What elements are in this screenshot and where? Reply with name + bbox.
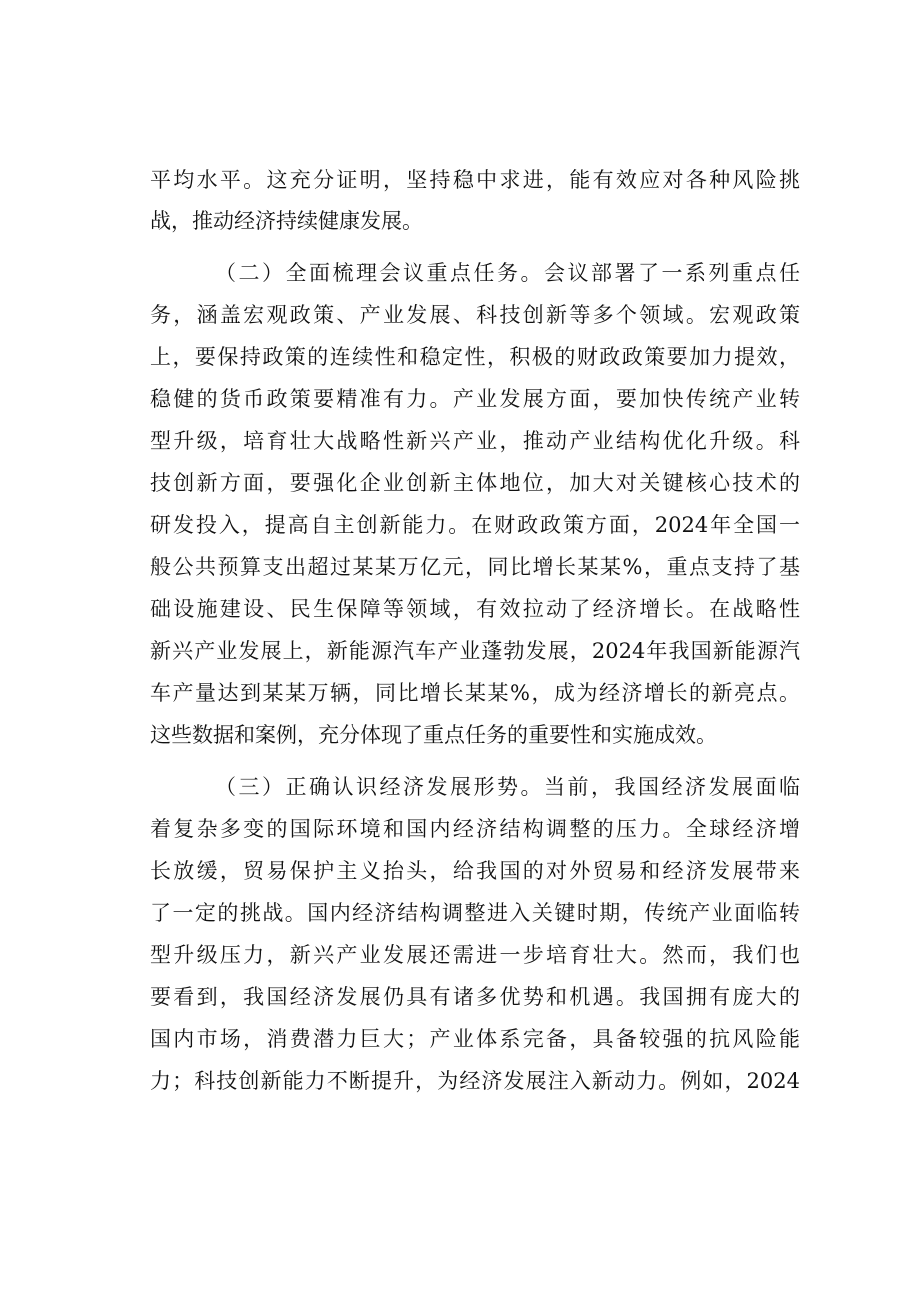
text-line: 国内市场，消费潜力巨大；产业体系完备，具备较强的抗风险能 (150, 1027, 800, 1051)
text-line: 务，涵盖宏观政策、产业发展、科技创新等多个领域。宏观政策 (150, 303, 800, 327)
text-line: 般公共预算支出超过某某万亿元，同比增长某某%，重点支持了基 (150, 555, 800, 579)
text-line: 力；科技创新能力不断提升，为经济发展注入新动力。例如，2024 (150, 1069, 800, 1093)
text-line: 着复杂多变的国际环境和国内经济结构调整的压力。全球经济增 (150, 817, 800, 841)
text-line: 上，要保持政策的连续性和稳定性，积极的财政政策要加力提效， (150, 345, 800, 369)
text-line: 了一定的挑战。国内经济结构调整进入关键时期，传统产业面临转 (150, 901, 800, 925)
text-line: 型升级压力，新兴产业发展还需进一步培育壮大。然而，我们也 (150, 943, 800, 967)
text-line: 稳健的货币政策要精准有力。产业发展方面，要加快传统产业转 (150, 387, 800, 411)
text-line: 平均水平。这充分证明，坚持稳中求进，能有效应对各种风险挑 (150, 168, 800, 192)
paragraph-heading-line: （二）全面梳理会议重点任务。会议部署了一系列重点任 (215, 261, 800, 285)
paragraph-heading-line: （三）正确认识经济发展形势。当前，我国经济发展面临 (215, 775, 800, 799)
text-line: 技创新方面，要强化企业创新主体地位，加大对关键核心技术的 (150, 471, 800, 495)
text-line: 车产量达到某某万辆，同比增长某某%，成为经济增长的新亮点。 (150, 681, 800, 705)
text-line: 这些数据和案例，充分体现了重点任务的重要性和实施成效。 (150, 723, 717, 747)
text-line: 新兴产业发展上，新能源汽车产业蓬勃发展，2024年我国新能源汽 (150, 639, 800, 663)
text-line: 础设施建设、民生保障等领域，有效拉动了经济增长。在战略性 (150, 597, 800, 621)
text-line: 型升级，培育壮大战略性新兴产业，推动产业结构优化升级。科 (150, 429, 800, 453)
text-line: 长放缓，贸易保护主义抬头，给我国的对外贸易和经济发展带来 (150, 859, 800, 883)
text-line: 要看到，我国经济发展仍具有诸多优势和机遇。我国拥有庞大的 (150, 985, 800, 1009)
text-line: 战，推动经济持续健康发展。 (150, 209, 423, 233)
text-line: 研发投入，提高自主创新能力。在财政政策方面，2024年全国一 (150, 513, 800, 537)
